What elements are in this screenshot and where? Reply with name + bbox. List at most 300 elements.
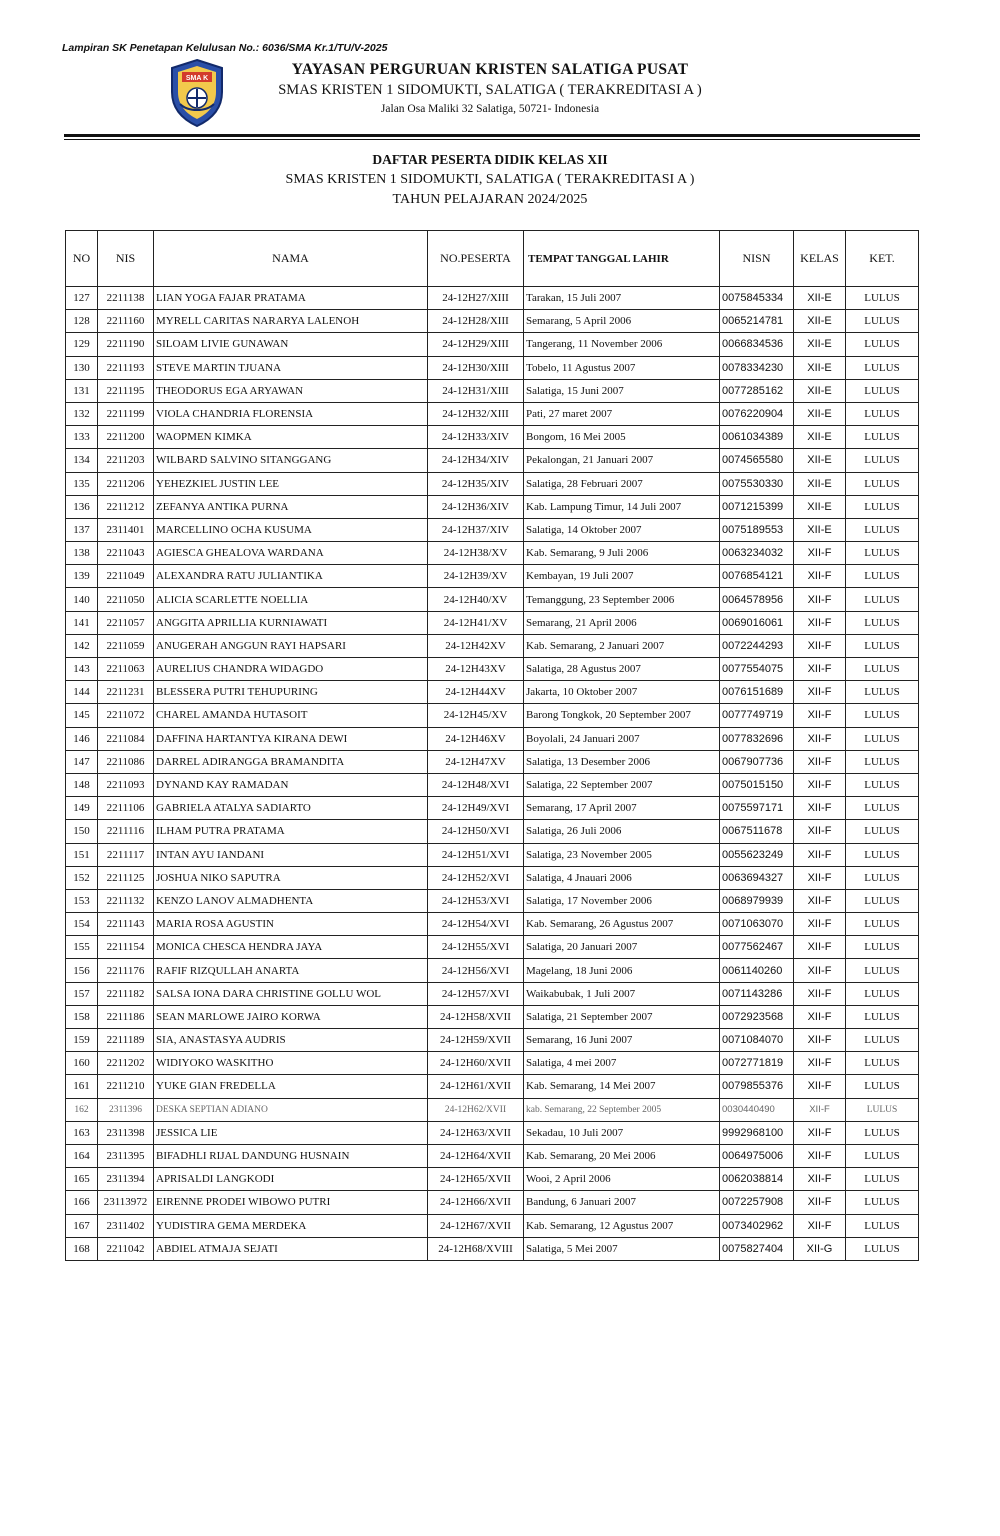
row-no: 138 (66, 542, 98, 565)
row-nis: 2211086 (98, 750, 154, 773)
row-ket: LULUS (846, 449, 919, 472)
row-kelas: XII-F (794, 750, 846, 773)
row-ket: LULUS (846, 936, 919, 959)
row-nis: 2211190 (98, 333, 154, 356)
table-row (66, 820, 919, 843)
row-nisn: 0067907736 (720, 750, 794, 773)
row-nama: AGIESCA GHEALOVA WARDANA (154, 542, 428, 565)
col-header-no-peserta: NO.PESERTA (428, 231, 524, 287)
row-nis: 2211125 (98, 866, 154, 889)
row-no-peserta: 24-12H39/XV (428, 565, 524, 588)
table-row (66, 565, 919, 588)
table-row (66, 797, 919, 820)
col-header-nama: NAMA (154, 231, 428, 287)
row-kelas: XII-F (794, 588, 846, 611)
table-row (66, 913, 919, 936)
table-row (66, 936, 919, 959)
row-tempat-tanggal-lahir: Semarang, 17 April 2007 (524, 797, 720, 820)
row-tempat-tanggal-lahir: Semarang, 21 April 2006 (524, 611, 720, 634)
row-tempat-tanggal-lahir: Sekadau, 10 Juli 2007 (524, 1121, 720, 1144)
row-kelas: XII-F (794, 820, 846, 843)
row-nama: ALEXANDRA RATU JULIANTIKA (154, 565, 428, 588)
row-tempat-tanggal-lahir: Kab. Semarang, 9 Juli 2006 (524, 542, 720, 565)
row-nisn: 0063694327 (720, 866, 794, 889)
row-nisn: 0072244293 (720, 634, 794, 657)
row-no: 162 (66, 1098, 98, 1121)
row-nama: JOSHUA NIKO SAPUTRA (154, 866, 428, 889)
row-nisn: 0072257908 (720, 1191, 794, 1214)
row-ket: LULUS (846, 1052, 919, 1075)
row-nama: CHAREL AMANDA HUTASOIT (154, 704, 428, 727)
row-ket: LULUS (846, 727, 919, 750)
row-nisn: 0079855376 (720, 1075, 794, 1098)
row-nama: DESKA SEPTIAN ADIANO (154, 1098, 428, 1121)
letterhead-rule-thin (64, 139, 920, 140)
table-row (66, 634, 919, 657)
row-no: 133 (66, 426, 98, 449)
col-header-ket: KET. (846, 231, 919, 287)
row-kelas: XII-F (794, 565, 846, 588)
row-nama: WILBARD SALVINO SITANGGANG (154, 449, 428, 472)
row-nisn: 0064975006 (720, 1144, 794, 1167)
row-ket: LULUS (846, 982, 919, 1005)
row-nama: KENZO LANOV ALMADHENTA (154, 889, 428, 912)
row-no-peserta: 24-12H34/XIV (428, 449, 524, 472)
row-no: 139 (66, 565, 98, 588)
table-row (66, 1121, 919, 1144)
row-tempat-tanggal-lahir: Kab. Semarang, 2 Januari 2007 (524, 634, 720, 657)
row-nisn: 0068979939 (720, 889, 794, 912)
row-no: 160 (66, 1052, 98, 1075)
col-header-tempat-tanggal-lahir: TEMPAT TANGGAL LAHIR (524, 231, 720, 287)
row-no-peserta: 24-12H58/XVII (428, 1005, 524, 1028)
row-kelas: XII-E (794, 356, 846, 379)
row-kelas: XII-F (794, 936, 846, 959)
row-nisn: 0075189553 (720, 518, 794, 541)
row-kelas: XII-E (794, 426, 846, 449)
row-tempat-tanggal-lahir: Barong Tongkok, 20 September 2007 (524, 704, 720, 727)
row-kelas: XII-F (794, 797, 846, 820)
row-no-peserta: 24-12H67/XVII (428, 1214, 524, 1237)
table-row (66, 1191, 919, 1214)
table-row (66, 727, 919, 750)
row-nisn: 0069016061 (720, 611, 794, 634)
row-no-peserta: 24-12H28/XIII (428, 310, 524, 333)
row-tempat-tanggal-lahir: Kab. Semarang, 14 Mei 2007 (524, 1075, 720, 1098)
row-no-peserta: 24-12H32/XIII (428, 402, 524, 425)
row-ket: LULUS (846, 333, 919, 356)
table-header-row (66, 231, 919, 287)
row-no-peserta: 24-12H48/XVI (428, 773, 524, 796)
row-no-peserta: 24-12H64/XVII (428, 1144, 524, 1167)
row-nisn: 0071084070 (720, 1029, 794, 1052)
row-nis: 2311394 (98, 1168, 154, 1191)
row-tempat-tanggal-lahir: Kab. Lampung Timur, 14 Juli 2007 (524, 495, 720, 518)
row-tempat-tanggal-lahir: Kab. Semarang, 26 Agustus 2007 (524, 913, 720, 936)
title-line-2: SMAS KRISTEN 1 SIDOMUKTI, SALATIGA ( TERAKREDITASI A ) (285, 172, 695, 187)
table-row (66, 982, 919, 1005)
row-nama: WAOPMEN KIMKA (154, 426, 428, 449)
row-nisn: 0075597171 (720, 797, 794, 820)
row-nisn: 0077562467 (720, 936, 794, 959)
row-tempat-tanggal-lahir: Semarang, 16 Juni 2007 (524, 1029, 720, 1052)
row-no-peserta: 24-12H31/XIII (428, 379, 524, 402)
row-no-peserta: 24-12H57/XVI (428, 982, 524, 1005)
row-ket: LULUS (846, 959, 919, 982)
table-row (66, 287, 919, 310)
row-tempat-tanggal-lahir: Salatiga, 22 September 2007 (524, 773, 720, 796)
table-body (66, 287, 919, 1261)
row-kelas: XII-E (794, 472, 846, 495)
row-tempat-tanggal-lahir: Salatiga, 4 mei 2007 (524, 1052, 720, 1075)
row-no: 152 (66, 866, 98, 889)
row-no-peserta: 24-12H38/XV (428, 542, 524, 565)
row-no: 128 (66, 310, 98, 333)
row-kelas: XII-F (794, 542, 846, 565)
row-tempat-tanggal-lahir: Jakarta, 10 Oktober 2007 (524, 681, 720, 704)
row-tempat-tanggal-lahir: Salatiga, 5 Mei 2007 (524, 1237, 720, 1260)
row-kelas: XII-F (794, 1144, 846, 1167)
row-nama: MARCELLINO OCHA KUSUMA (154, 518, 428, 541)
row-no-peserta: 24-12H61/XVII (428, 1075, 524, 1098)
col-header-nis: NIS (98, 231, 154, 287)
row-ket: LULUS (846, 681, 919, 704)
row-nisn: 0075845334 (720, 287, 794, 310)
row-nisn: 0074565580 (720, 449, 794, 472)
row-no: 164 (66, 1144, 98, 1167)
table-row (66, 472, 919, 495)
row-kelas: XII-F (794, 1214, 846, 1237)
row-ket: LULUS (846, 611, 919, 634)
table-row (66, 750, 919, 773)
col-header-no: NO (66, 231, 98, 287)
row-nama: SALSA IONA DARA CHRISTINE GOLLU WOL (154, 982, 428, 1005)
row-no: 150 (66, 820, 98, 843)
row-ket: LULUS (846, 1214, 919, 1237)
row-no-peserta: 24-12H68/XVIII (428, 1237, 524, 1260)
table-row (66, 588, 919, 611)
row-nis: 2311395 (98, 1144, 154, 1167)
row-nama: MONICA CHESCA HENDRA JAYA (154, 936, 428, 959)
row-no: 131 (66, 379, 98, 402)
row-nis: 2211206 (98, 472, 154, 495)
row-nis: 2211057 (98, 611, 154, 634)
row-nisn: 0075530330 (720, 472, 794, 495)
title-line-3: TAHUN PELAJARAN 2024/2025 (392, 192, 588, 207)
row-no-peserta: 24-12H30/XIII (428, 356, 524, 379)
row-nama: THEODORUS EGA ARYAWAN (154, 379, 428, 402)
row-kelas: XII-F (794, 611, 846, 634)
row-nama: ZEFANYA ANTIKA PURNA (154, 495, 428, 518)
row-no: 149 (66, 797, 98, 820)
row-kelas: XII-E (794, 379, 846, 402)
row-kelas: XII-F (794, 634, 846, 657)
row-tempat-tanggal-lahir: Pati, 27 maret 2007 (524, 402, 720, 425)
row-no-peserta: 24-12H56/XVI (428, 959, 524, 982)
title-line-1: DAFTAR PESERTA DIDIK KELAS XII (372, 152, 608, 167)
row-nama: DARREL ADIRANGGA BRAMANDITA (154, 750, 428, 773)
row-no-peserta: 24-12H54/XVI (428, 913, 524, 936)
row-ket: LULUS (846, 379, 919, 402)
table-row (66, 1029, 919, 1052)
row-no: 156 (66, 959, 98, 982)
row-nis: 2211212 (98, 495, 154, 518)
row-nisn: 0076151689 (720, 681, 794, 704)
row-tempat-tanggal-lahir: Salatiga, 20 Januari 2007 (524, 936, 720, 959)
row-no-peserta: 24-12H46XV (428, 727, 524, 750)
table-row (66, 310, 919, 333)
table-row (66, 542, 919, 565)
row-nis: 2211186 (98, 1005, 154, 1028)
row-no: 130 (66, 356, 98, 379)
table-row (66, 402, 919, 425)
row-nisn: 0076220904 (720, 402, 794, 425)
row-nisn: 0065214781 (720, 310, 794, 333)
row-ket: LULUS (846, 1098, 919, 1121)
row-nis: 2311402 (98, 1214, 154, 1237)
row-nisn: 0061034389 (720, 426, 794, 449)
row-ket: LULUS (846, 356, 919, 379)
col-header-nisn: NISN (720, 231, 794, 287)
row-nama: ALICIA SCARLETTE NOELLIA (154, 588, 428, 611)
row-ket: LULUS (846, 518, 919, 541)
row-nisn: 0077285162 (720, 379, 794, 402)
row-ket: LULUS (846, 1168, 919, 1191)
row-no: 140 (66, 588, 98, 611)
row-no-peserta: 24-12H50/XVI (428, 820, 524, 843)
row-nis: 2211176 (98, 959, 154, 982)
row-nisn: 0075015150 (720, 773, 794, 796)
row-ket: LULUS (846, 843, 919, 866)
row-tempat-tanggal-lahir: Salatiga, 28 Agustus 2007 (524, 658, 720, 681)
row-ket: LULUS (846, 1075, 919, 1098)
row-kelas: XII-F (794, 1191, 846, 1214)
row-no: 154 (66, 913, 98, 936)
row-ket: LULUS (846, 495, 919, 518)
row-ket: LULUS (846, 426, 919, 449)
row-nama: SILOAM LIVIE GUNAWAN (154, 333, 428, 356)
row-kelas: XII-F (794, 889, 846, 912)
row-no: 135 (66, 472, 98, 495)
table-row (66, 449, 919, 472)
table-row (66, 611, 919, 634)
row-no: 157 (66, 982, 98, 1005)
row-nis: 2311398 (98, 1121, 154, 1144)
row-no-peserta: 24-12H42XV (428, 634, 524, 657)
row-ket: LULUS (846, 820, 919, 843)
row-kelas: XII-E (794, 287, 846, 310)
row-nis: 2211199 (98, 402, 154, 425)
row-kelas: XII-E (794, 333, 846, 356)
row-ket: LULUS (846, 750, 919, 773)
row-nisn: 0071143286 (720, 982, 794, 1005)
row-nisn: 0067511678 (720, 820, 794, 843)
row-no-peserta: 24-12H60/XVII (428, 1052, 524, 1075)
row-kelas: XII-F (794, 913, 846, 936)
row-nisn: 0072923568 (720, 1005, 794, 1028)
row-no: 145 (66, 704, 98, 727)
row-ket: LULUS (846, 634, 919, 657)
row-no-peserta: 24-12H63/XVII (428, 1121, 524, 1144)
row-kelas: XII-F (794, 866, 846, 889)
row-no-peserta: 24-12H49/XVI (428, 797, 524, 820)
row-nisn: 9992968100 (720, 1121, 794, 1144)
row-no: 137 (66, 518, 98, 541)
row-nama: YEHEZKIEL JUSTIN LEE (154, 472, 428, 495)
row-kelas: XII-F (794, 982, 846, 1005)
row-nama: SEAN MARLOWE JAIRO KORWA (154, 1005, 428, 1028)
row-nama: LIAN YOGA FAJAR PRATAMA (154, 287, 428, 310)
row-nama: ANGGITA APRILLIA KURNIAWATI (154, 611, 428, 634)
row-ket: LULUS (846, 310, 919, 333)
row-kelas: XII-E (794, 518, 846, 541)
row-tempat-tanggal-lahir: Salatiga, 28 Februari 2007 (524, 472, 720, 495)
row-no: 148 (66, 773, 98, 796)
row-no-peserta: 24-12H65/XVII (428, 1168, 524, 1191)
row-kelas: XII-F (794, 843, 846, 866)
table-row (66, 704, 919, 727)
row-nis: 2211138 (98, 287, 154, 310)
col-header-kelas: KELAS (794, 231, 846, 287)
row-nama: ILHAM PUTRA PRATAMA (154, 820, 428, 843)
row-no-peserta: 24-12H44XV (428, 681, 524, 704)
row-ket: LULUS (846, 1144, 919, 1167)
row-nis: 2211203 (98, 449, 154, 472)
row-no: 136 (66, 495, 98, 518)
row-nisn: 0075827404 (720, 1237, 794, 1260)
row-no: 155 (66, 936, 98, 959)
row-nis: 2211231 (98, 681, 154, 704)
row-nama: DAFFINA HARTANTYA KIRANA DEWI (154, 727, 428, 750)
row-nama: JESSICA LIE (154, 1121, 428, 1144)
row-ket: LULUS (846, 889, 919, 912)
row-kelas: XII-F (794, 959, 846, 982)
row-no: 146 (66, 727, 98, 750)
row-nama: MYRELL CARITAS NARARYA LALENOH (154, 310, 428, 333)
row-nisn: 0073402962 (720, 1214, 794, 1237)
row-nis: 2211132 (98, 889, 154, 912)
row-no-peserta: 24-12H53/XVI (428, 889, 524, 912)
row-nisn: 0030440490 (720, 1098, 794, 1121)
row-no: 127 (66, 287, 98, 310)
row-kelas: XII-F (794, 1098, 846, 1121)
row-kelas: XII-F (794, 1029, 846, 1052)
row-ket: LULUS (846, 402, 919, 425)
row-nis: 2211189 (98, 1029, 154, 1052)
row-tempat-tanggal-lahir: Salatiga, 23 November 2005 (524, 843, 720, 866)
row-kelas: XII-G (794, 1237, 846, 1260)
row-no-peserta: 24-12H55/XVI (428, 936, 524, 959)
table-row (66, 843, 919, 866)
row-kelas: XII-F (794, 1121, 846, 1144)
row-no-peserta: 24-12H40/XV (428, 588, 524, 611)
row-no-peserta: 24-12H36/XIV (428, 495, 524, 518)
row-nisn: 0071063070 (720, 913, 794, 936)
row-kelas: XII-F (794, 1075, 846, 1098)
row-nisn: 0076854121 (720, 565, 794, 588)
row-nis: 2211202 (98, 1052, 154, 1075)
row-ket: LULUS (846, 704, 919, 727)
row-tempat-tanggal-lahir: Kab. Semarang, 20 Mei 2006 (524, 1144, 720, 1167)
row-kelas: XII-E (794, 449, 846, 472)
row-nama: VIOLA CHANDRIA FLORENSIA (154, 402, 428, 425)
table-row (66, 495, 919, 518)
row-no-peserta: 24-12H52/XVI (428, 866, 524, 889)
row-no-peserta: 24-12H27/XIII (428, 287, 524, 310)
document-title (100, 150, 880, 210)
row-no-peserta: 24-12H43XV (428, 658, 524, 681)
row-tempat-tanggal-lahir: Salatiga, 26 Juli 2006 (524, 820, 720, 843)
school-logo (168, 58, 226, 128)
row-nis: 2211116 (98, 820, 154, 843)
row-ket: LULUS (846, 472, 919, 495)
row-tempat-tanggal-lahir: Salatiga, 13 Desember 2006 (524, 750, 720, 773)
row-nis: 2211049 (98, 565, 154, 588)
row-kelas: XII-E (794, 402, 846, 425)
row-tempat-tanggal-lahir: Semarang, 5 April 2006 (524, 310, 720, 333)
row-nama: YUDISTIRA GEMA MERDEKA (154, 1214, 428, 1237)
row-nis: 2211154 (98, 936, 154, 959)
row-ket: LULUS (846, 1029, 919, 1052)
row-nisn: 0066834536 (720, 333, 794, 356)
table-row (66, 1075, 919, 1098)
row-no-peserta: 24-12H47XV (428, 750, 524, 773)
row-no: 144 (66, 681, 98, 704)
row-nama: INTAN AYU IANDANI (154, 843, 428, 866)
row-no: 134 (66, 449, 98, 472)
row-tempat-tanggal-lahir: Tangerang, 11 November 2006 (524, 333, 720, 356)
row-kelas: XII-F (794, 1052, 846, 1075)
row-ket: LULUS (846, 658, 919, 681)
row-kelas: XII-F (794, 727, 846, 750)
row-no: 147 (66, 750, 98, 773)
row-kelas: XII-F (794, 1168, 846, 1191)
row-no: 129 (66, 333, 98, 356)
row-tempat-tanggal-lahir: Boyolali, 24 Januari 2007 (524, 727, 720, 750)
table-row (66, 1144, 919, 1167)
row-ket: LULUS (846, 797, 919, 820)
row-no: 168 (66, 1237, 98, 1260)
row-nama: STEVE MARTIN TJUANA (154, 356, 428, 379)
row-ket: LULUS (846, 1191, 919, 1214)
row-no-peserta: 24-12H41/XV (428, 611, 524, 634)
row-ket: LULUS (846, 287, 919, 310)
logo-text: SMA K (185, 75, 209, 82)
row-nama: BIFADHLI RIJAL DANDUNG HUSNAIN (154, 1144, 428, 1167)
row-nama: BLESSERA PUTRI TEHUPURING (154, 681, 428, 704)
row-nisn: 0077832696 (720, 727, 794, 750)
row-no: 167 (66, 1214, 98, 1237)
row-nis: 23113972 (98, 1191, 154, 1214)
table-row (66, 426, 919, 449)
table-row (66, 773, 919, 796)
row-tempat-tanggal-lahir: Bongom, 16 Mei 2005 (524, 426, 720, 449)
row-tempat-tanggal-lahir: Salatiga, 14 Oktober 2007 (524, 518, 720, 541)
row-nisn: 0078334230 (720, 356, 794, 379)
row-no-peserta: 24-12H51/XVI (428, 843, 524, 866)
table-row (66, 1052, 919, 1075)
row-nama: YUKE GIAN FREDELLA (154, 1075, 428, 1098)
row-nisn: 0072771819 (720, 1052, 794, 1075)
row-nis: 2211160 (98, 310, 154, 333)
row-ket: LULUS (846, 866, 919, 889)
letterhead (230, 60, 750, 118)
row-tempat-tanggal-lahir: Tobelo, 11 Agustus 2007 (524, 356, 720, 379)
table-row (66, 658, 919, 681)
row-kelas: XII-E (794, 310, 846, 333)
row-no: 153 (66, 889, 98, 912)
row-ket: LULUS (846, 542, 919, 565)
